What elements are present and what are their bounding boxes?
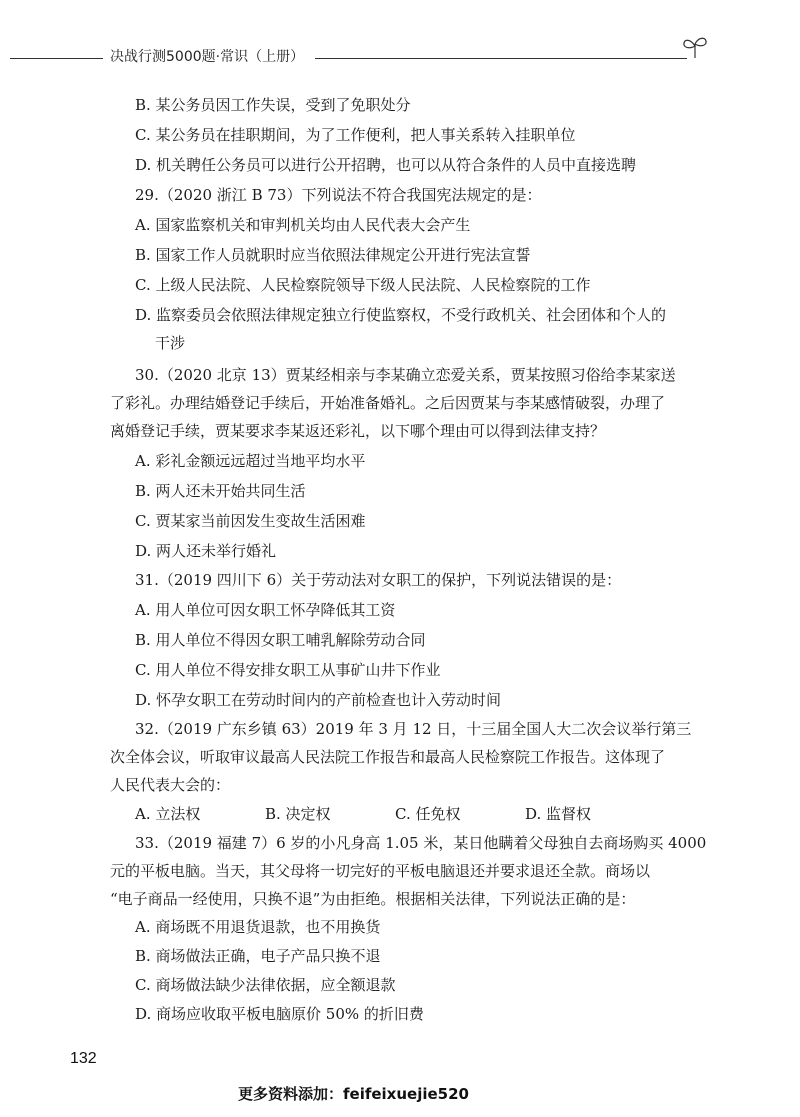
page-number: 132 xyxy=(70,1050,97,1067)
q33-option-a: A. 商场既不用退货退款，也不用换货 xyxy=(135,918,381,936)
q33-option-c: C. 商场做法缺少法律依据，应全额退款 xyxy=(135,976,396,994)
q30-option-d: D. 两人还未举行婚礼 xyxy=(135,542,277,560)
q30-option-b: B. 两人还未开始共同生活 xyxy=(135,482,306,500)
q33-option-b: B. 商场做法正确，电子产品只换不退 xyxy=(135,947,381,965)
q33-option-d: D. 商场应收取平板电脑原价 50% 的折旧费 xyxy=(135,1005,424,1023)
q32-stem-line-3: 人民代表大会的： xyxy=(110,776,231,794)
q32-option-c: C. 任免权 xyxy=(395,805,461,823)
q30-stem-line-2: 了彩礼。办理结婚登记手续后，开始准备婚礼。之后因贾某与李某感情破裂，办理了 xyxy=(110,394,666,412)
q29-stem: 29.（2020 浙江 B 73）下列说法不符合我国宪法规定的是： xyxy=(135,186,542,204)
q28-option-b: B. 某公务员因工作失误，受到了免职处分 xyxy=(135,96,411,114)
q33-stem-line-3: “电子商品一经使用，只换不退”为由拒绝。根据相关法律，下列说法正确的是： xyxy=(110,890,636,908)
q28-option-c: C. 某公务员在挂职期间，为了工作便利，把人事关系转入挂职单位 xyxy=(135,126,576,144)
q29-option-d: D. 监察委员会依照法律规定独立行使监察权，不受行政机关、社会团体和个人的 xyxy=(135,306,667,324)
q30-option-a: A. 彩礼金额远远超过当地平均水平 xyxy=(135,452,366,470)
q33-stem-line-1: 33.（2019 福建 7）6 岁的小凡身高 1.05 米，某日他瞒着父母独自去商场购买 4000 xyxy=(135,834,707,852)
q29-option-a: A. 国家监察机关和审判机关均由人民代表大会产生 xyxy=(135,216,471,234)
q30-option-c: C. 贾某家当前因发生变故生活困难 xyxy=(135,512,366,530)
q30-stem-line-1: 30.（2020 北京 13）贾某经相亲与李某确立恋爱关系，贾某按照习俗给李某家送 xyxy=(135,366,676,384)
footer-note: 更多资料添加：feifeixuejie520 xyxy=(238,1085,469,1103)
q32-option-a: A. 立法权 xyxy=(135,805,201,823)
q31-option-b: B. 用人单位不得因女职工哺乳解除劳动合同 xyxy=(135,631,426,649)
q28-option-d: D. 机关聘任公务员可以进行公开招聘，也可以从符合条件的人员中直接选聘 xyxy=(135,156,637,174)
q32-stem-line-1: 32.（2019 广东乡镇 63）2019 年 3 月 12 日，十三届全国人大二次会议举行第三 xyxy=(135,720,692,738)
header-title: 决战行测5000题·常识（上册） xyxy=(110,49,305,65)
q29-option-b: B. 国家工作人员就职时应当依照法律规定公开进行宪法宣誓 xyxy=(135,246,531,264)
q31-option-a: A. 用人单位可因女职工怀孕降低其工资 xyxy=(135,601,396,619)
q32-option-b: B. 决定权 xyxy=(265,805,331,823)
q31-stem: 31.（2019 四川下 6）关于劳动法对女职工的保护，下列说法错误的是： xyxy=(135,571,622,589)
q31-option-d: D. 怀孕女职工在劳动时间内的产前检查也计入劳动时间 xyxy=(135,691,502,709)
q32-option-d: D. 监督权 xyxy=(525,805,592,823)
q29-option-d-continued: 干涉 xyxy=(155,334,186,352)
q30-stem-line-3: 离婚登记手续，贾某要求李某返还彩礼，以下哪个理由可以得到法律支持？ xyxy=(110,422,606,440)
q32-stem-line-2: 次全体会议，听取审议最高人民法院工作报告和最高人民检察院工作报告。这体现了 xyxy=(110,748,666,766)
q31-option-c: C. 用人单位不得安排女职工从事矿山井下作业 xyxy=(135,661,441,679)
q29-option-c: C. 上级人民法院、人民检察院领导下级人民法院、人民检察院的工作 xyxy=(135,276,591,294)
q33-stem-line-2: 元的平板电脑。当天，其父母将一切完好的平板电脑退还并要求退还全款。商场以 xyxy=(110,862,651,880)
